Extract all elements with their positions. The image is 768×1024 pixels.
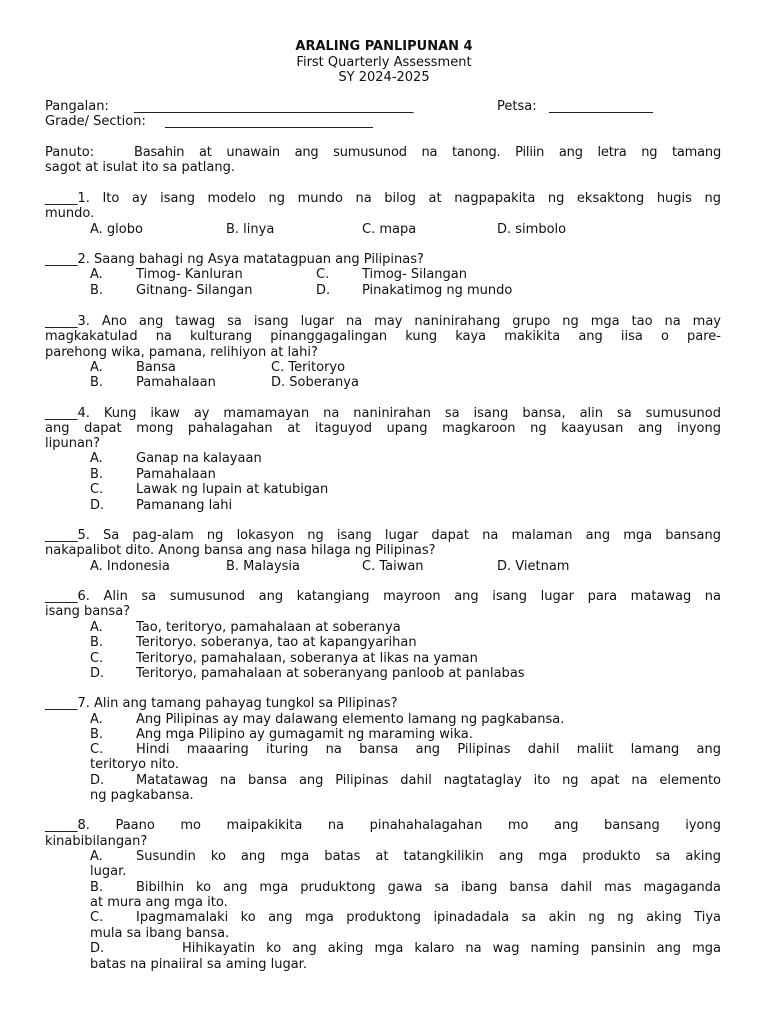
q1-choice-c: C. mapa [362, 222, 417, 237]
q8-choice-b: Bibilhin ko ang mga pruduktong gawa sa ibang bansa dahil mas magaganda [136, 880, 721, 895]
q6-choice-c-letter: C. [90, 651, 104, 666]
q8-choice-d-cont: batas na pinaiiral sa aming lugar. [90, 957, 307, 972]
q8-choice-a-letter: A. [90, 849, 103, 864]
q4-choice-b: Pamahalaan [136, 467, 216, 482]
q3-choice-a: Bansa [136, 360, 176, 375]
q3-choice-a-letter: A. [90, 360, 103, 375]
page-subtitle: First Quarterly Assessment [296, 55, 472, 70]
q3-choice-b-letter: B. [90, 375, 104, 390]
q5-line1: _____5. Sa pag-alam ng lokasyon ng isang lugar dapat na malaman ang mga bansang [45, 528, 721, 543]
q5-choice-a: A. Indonesia [90, 559, 170, 574]
q8-choice-b-cont: at mura ang mga ito. [90, 895, 228, 910]
q3-line1: _____3. Ano ang tawag sa isang lugar na may naninirahang grupo ng mga tao na may [45, 314, 721, 329]
q8-line1: _____8. Paano mo maipakikita na pinahahalagahan mo ang bansang iyong [45, 818, 721, 833]
school-year: SY 2024-2025 [338, 70, 430, 85]
q3-line3: parehong wika, pamana, relihiyon at lahi? [45, 345, 318, 360]
q7-choice-c-cont: teritoryo nito. [90, 757, 180, 772]
q7-choice-d: Matatawag na bansa ang Pilipinas dahil nagtataglay ito ng apat na elemento [136, 773, 721, 788]
q2-choice-c-letter: C. [316, 267, 330, 282]
q4-line1: _____4. Kung ikaw ay mamamayan na naninirahan sa isang bansa, alin sa sumusunod [45, 406, 721, 421]
q6-choice-a: Tao, teritoryo, pamahalaan at soberanya [136, 620, 401, 635]
q4-line2: ang dapat mong pahalagahan at itaguyod upang magkaroon ng kaayusan ang inyong [45, 421, 721, 436]
q8-choice-c: Ipagmamalaki ko ang mga produktong ipinadadala sa akin ng ng aking Tiya [136, 910, 721, 925]
q7-choice-d-letter: D. [90, 773, 105, 788]
q1-choice-a: A. globo [90, 222, 143, 237]
instructions-line1: Basahin at unawain ang sumusunod na tanong. Piliin ang letra ng tamang [134, 145, 721, 160]
q8-line2: kinabibilangan? [45, 834, 148, 849]
q5-choice-d: D. Vietnam [497, 559, 570, 574]
q4-choice-c-letter: C. [90, 482, 104, 497]
q6-choice-a-letter: A. [90, 620, 103, 635]
grade-blank: ________________________________ [165, 114, 373, 129]
q2-choice-b: Gitnang- Silangan [136, 283, 253, 298]
q7-choice-b: Ang mga Pilipino ay gumagamit ng maraming wika. [136, 727, 473, 742]
q7-choice-b-letter: B. [90, 727, 104, 742]
date-label: Petsa: [497, 99, 537, 114]
q5-choice-b: B. Malaysia [226, 559, 300, 574]
q2-choice-b-letter: B. [90, 283, 104, 298]
q6-choice-b: Teritoryo. soberanya, tao at kapangyarihan [136, 635, 417, 650]
q4-choice-a-letter: A. [90, 451, 103, 466]
q1-line2: mundo. [45, 206, 95, 221]
date-blank: ________________ [549, 99, 653, 114]
q3-choice-b: Pamahalaan [136, 375, 216, 390]
q8-choice-a: Susundin ko ang mga batas at tatangkilikin ang mga produkto sa aking [136, 849, 721, 864]
q4-line3: lipunan? [45, 436, 101, 451]
name-blank: ___________________________________________ [134, 99, 414, 114]
q2-choice-a: Timog- Kanluran [136, 267, 243, 282]
q8-choice-a-cont: lugar. [90, 864, 127, 879]
q3-choice-c: C. Teritoryo [271, 360, 346, 375]
q2-line1: _____2. Saang bahagi ng Asya matatagpuan ang Pilipinas? [45, 252, 424, 267]
q1-choice-d: D. simbolo [497, 222, 567, 237]
q7-line1: _____7. Alin ang tamang pahayag tungkol sa Pilipinas? [45, 696, 398, 711]
q6-choice-d: Teritoryo, pamahalaan at soberanyang panloob at panlabas [136, 666, 525, 681]
q2-choice-c: Timog- Silangan [362, 267, 467, 282]
q4-choice-d: Pamanang lahi [136, 498, 233, 513]
q7-choice-a: Ang Pilipinas ay may dalawang elemento lamang ng pagkabansa. [136, 712, 565, 727]
page-title: ARALING PANLIPUNAN 4 [295, 39, 473, 54]
q6-choice-c: Teritoryo, pamahalaan, soberanya at likas na yaman [136, 651, 478, 666]
q8-choice-c-cont: mula sa ibang bansa. [90, 926, 230, 941]
name-label: Pangalan: [45, 99, 109, 114]
q8-choice-d: Hihikayatin ko ang aking mga kalaro na wag naming pansinin ang mga [182, 941, 721, 956]
q7-choice-c: Hindi maaaring ituring na bansa ang Pilipinas dahil maliit lamang ang [136, 742, 721, 757]
q2-choice-d: Pinakatimog ng mundo [362, 283, 513, 298]
q8-choice-d-letter: D. [90, 941, 105, 956]
q1-choice-b: B. linya [226, 222, 275, 237]
q2-choice-d-letter: D. [316, 283, 331, 298]
q6-choice-b-letter: B. [90, 635, 104, 650]
instructions-line2: sagot at isulat ito sa patlang. [45, 160, 235, 175]
instructions-label: Panuto: [45, 145, 95, 160]
q6-line1: _____6. Alin sa sumusunod ang katangiang mayroon ang isang lugar para matawag na [45, 589, 721, 604]
q6-choice-d-letter: D. [90, 666, 105, 681]
q4-choice-d-letter: D. [90, 498, 105, 513]
q3-line2: magkakatulad na kulturang pinanggagalingan kung kaya makikita ang iisa o pare- [45, 329, 721, 344]
q7-choice-c-letter: C. [90, 742, 104, 757]
q3-choice-d: D. Soberanya [271, 375, 359, 390]
q5-line2: nakapalibot dito. Anong bansa ang nasa hilaga ng Pilipinas? [45, 543, 436, 558]
q1-line1: _____1. Ito ay isang modelo ng mundo na bilog at nagpapakita ng eksaktong hugis ng [45, 191, 721, 206]
q7-choice-a-letter: A. [90, 712, 103, 727]
q7-choice-d-cont: ng pagkabansa. [90, 788, 194, 803]
q4-choice-b-letter: B. [90, 467, 104, 482]
q6-line2: isang bansa? [45, 604, 131, 619]
q2-choice-a-letter: A. [90, 267, 103, 282]
grade-label: Grade/ Section: [45, 114, 146, 129]
q8-choice-c-letter: C. [90, 910, 104, 925]
q4-choice-a: Ganap na kalayaan [136, 451, 262, 466]
q8-choice-b-letter: B. [90, 880, 104, 895]
q4-choice-c: Lawak ng lupain at katubigan [136, 482, 329, 497]
q5-choice-c: C. Taiwan [362, 559, 424, 574]
